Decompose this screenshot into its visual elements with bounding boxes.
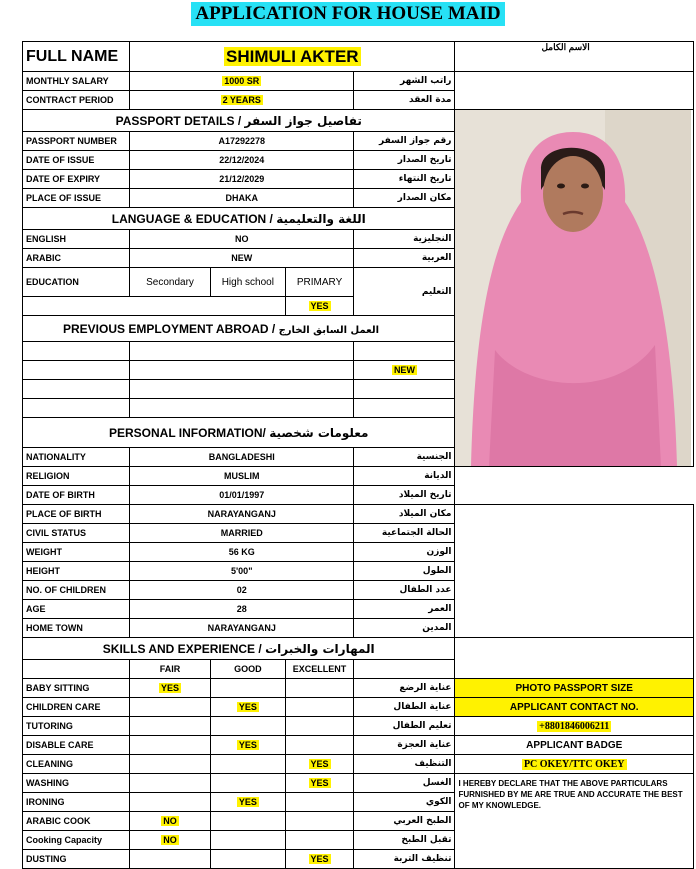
contact-value: [455, 717, 694, 736]
field-label: PLACE OF ISSUE: [23, 189, 130, 208]
skill-excellent: [285, 698, 354, 717]
field-label: DATE OF ISSUE: [23, 151, 130, 170]
prev-blank: [130, 361, 354, 380]
field-label: HOME TOWN: [23, 619, 130, 638]
field-label: CIVIL STATUS: [23, 524, 130, 543]
skill-arabic: عناية العجزة: [354, 736, 455, 755]
field-label: PLACE OF BIRTH: [23, 505, 130, 524]
full-name-arabic: الاسم الكامل: [455, 42, 694, 72]
photo-size-label: PHOTO PASSPORT SIZE: [455, 679, 694, 698]
skill-arabic: الكوي: [354, 793, 455, 812]
field-label: HEIGHT: [23, 562, 130, 581]
blank-side: [455, 72, 694, 110]
education-label: EDUCATION: [23, 268, 130, 297]
skill-fair: [130, 679, 211, 698]
skill-arabic: الغسل: [354, 774, 455, 793]
field-arabic: الديانة: [354, 467, 455, 486]
skill-column-header: GOOD: [210, 660, 285, 679]
skills-blank: [354, 660, 455, 679]
field-value-text: 1000 SR: [224, 76, 260, 86]
field-arabic: تاريخ الميلاد: [354, 486, 455, 505]
previous-heading-en: PREVIOUS EMPLOYMENT ABROAD /: [63, 321, 276, 336]
prev-blank: [354, 399, 455, 418]
field-arabic: العربية: [354, 249, 455, 268]
skill-column-header: FAIR: [130, 660, 211, 679]
applicant-photo-frame: [455, 110, 691, 466]
previous-heading-ar: العمل السابق الخارج: [278, 324, 380, 336]
field-arabic: عدد الطفال: [354, 581, 455, 600]
skill-excellent: [285, 774, 354, 793]
field-label: NO. OF CHILDREN: [23, 581, 130, 600]
skill-excellent: [285, 736, 354, 755]
passport-heading-en: PASSPORT DETAILS /: [115, 113, 242, 128]
skill-good: [210, 679, 285, 698]
skill-fair: [130, 850, 211, 869]
prev-blank: [354, 380, 455, 399]
skill-excellent-text: YES: [310, 759, 329, 769]
skill-label: DISABLE CARE: [23, 736, 130, 755]
field-value: 56 KG: [130, 543, 354, 562]
field-label: MONTHLY SALARY: [23, 72, 130, 91]
education-selected: [285, 297, 354, 316]
prev-blank: [23, 342, 130, 361]
skill-fair-text: NO: [163, 816, 177, 826]
field-value: [130, 72, 354, 91]
skill-label: TUTORING: [23, 717, 130, 736]
skills-heading: [23, 638, 455, 660]
passport-heading: [23, 110, 455, 132]
prev-blank: [130, 399, 354, 418]
skill-good: [210, 774, 285, 793]
field-arabic: العمر: [354, 600, 455, 619]
skill-fair: [130, 717, 211, 736]
field-label: PASSPORT NUMBER: [23, 132, 130, 151]
field-value: MUSLIM: [130, 467, 354, 486]
field-value-text: 2 YEARS: [222, 95, 261, 105]
personal-heading-en: PERSONAL INFORMATION/: [109, 425, 266, 440]
badge-value-text: PC OKEY/TTC OKEY: [523, 758, 625, 770]
skill-excellent-text: YES: [310, 854, 329, 864]
skill-good: [210, 755, 285, 774]
skill-arabic: تقبل الطبخ: [354, 831, 455, 850]
previous-heading: [23, 316, 455, 342]
skill-label: CLEANING: [23, 755, 130, 774]
field-value: BANGLADESHI: [130, 448, 354, 467]
skill-good-text: YES: [238, 797, 257, 807]
badge-label: APPLICANT BADGE: [455, 736, 694, 755]
skill-arabic: عناية الطفال: [354, 698, 455, 717]
prev-blank: [23, 380, 130, 399]
prev-blank: [23, 361, 130, 380]
skill-good: [210, 793, 285, 812]
header: [0, 0, 696, 30]
skill-excellent: [285, 755, 354, 774]
field-value: 5'00": [130, 562, 354, 581]
applicant-photo: [455, 110, 694, 467]
page-title: APPLICATION FOR HOUSE MAID: [191, 2, 504, 26]
skill-good: [210, 717, 285, 736]
field-value: DHAKA: [130, 189, 354, 208]
skill-excellent: [285, 793, 354, 812]
skill-fair: [130, 736, 211, 755]
field-arabic: النجليزية: [354, 230, 455, 249]
field-arabic: المدين: [354, 619, 455, 638]
field-value: 21/12/2029: [130, 170, 354, 189]
field-value: 02: [130, 581, 354, 600]
field-label: ENGLISH: [23, 230, 130, 249]
field-arabic: تاريخ الصدار: [354, 151, 455, 170]
skill-label: WASHING: [23, 774, 130, 793]
previous-new-text: NEW: [393, 365, 415, 375]
badge-value: [455, 755, 694, 774]
skill-label: CHILDREN CARE: [23, 698, 130, 717]
skill-excellent: [285, 831, 354, 850]
skill-arabic: تنظيف التربة: [354, 850, 455, 869]
previous-new: [354, 361, 455, 380]
photo-illustration: [455, 110, 691, 466]
skill-good: [210, 812, 285, 831]
skill-arabic: الطبخ العربي: [354, 812, 455, 831]
passport-heading-ar: تفاصيل جواز السفر: [244, 113, 362, 128]
skill-good-text: YES: [238, 740, 257, 750]
skill-label: IRONING: [23, 793, 130, 812]
blank-side: [455, 505, 694, 638]
skills-heading-ar: المهارات والخبرات: [265, 641, 375, 656]
language-heading-en: LANGUAGE & EDUCATION /: [111, 211, 273, 226]
skill-fair-text: NO: [163, 835, 177, 845]
skills-blank: [23, 660, 130, 679]
field-arabic: الجنسية: [354, 448, 455, 467]
edu-blank: [23, 297, 286, 316]
education-option: Secondary: [130, 268, 211, 297]
skill-label: Cooking Capacity: [23, 831, 130, 850]
blank-side: [455, 638, 694, 679]
field-label: DATE OF EXPIRY: [23, 170, 130, 189]
field-arabic: مدة العقد: [354, 91, 455, 110]
language-heading-ar: اللغة والتعليمية: [276, 211, 366, 226]
field-label: AGE: [23, 600, 130, 619]
education-arabic: التعليم: [354, 268, 455, 316]
field-arabic: الطول: [354, 562, 455, 581]
prev-blank: [130, 380, 354, 399]
skill-arabic: التنظيف: [354, 755, 455, 774]
skill-fair: [130, 812, 211, 831]
personal-heading: [23, 418, 455, 448]
skill-fair: [130, 831, 211, 850]
skill-excellent: [285, 850, 354, 869]
field-label: ARABIC: [23, 249, 130, 268]
skill-good: [210, 850, 285, 869]
field-value: MARRIED: [130, 524, 354, 543]
full-name-value: SHIMULI AKTER: [130, 42, 455, 72]
field-arabic: الوزن: [354, 543, 455, 562]
field-arabic: الحالة الجتماعية: [354, 524, 455, 543]
personal-heading-ar: معلومات شخصية: [269, 425, 369, 440]
contact-label: APPLICANT CONTACT NO.: [455, 698, 694, 717]
field-value: 01/01/1997: [130, 486, 354, 505]
field-arabic: مكان الصدار: [354, 189, 455, 208]
field-arabic: راتب الشهر: [354, 72, 455, 91]
skill-label: DUSTING: [23, 850, 130, 869]
field-value: 22/12/2024: [130, 151, 354, 170]
field-arabic: تاريخ النتهاء: [354, 170, 455, 189]
education-option: PRIMARY: [285, 268, 354, 297]
field-value: NO: [130, 230, 354, 249]
field-value: NARAYANGANJ: [130, 619, 354, 638]
skill-excellent: [285, 717, 354, 736]
field-label: WEIGHT: [23, 543, 130, 562]
contact-value-text: +8801846006211: [539, 720, 610, 732]
field-label: CONTRACT PERIOD: [23, 91, 130, 110]
skill-excellent-text: YES: [310, 778, 329, 788]
full-name-label: FULL NAME: [23, 42, 130, 72]
prev-blank: [130, 342, 354, 361]
field-value: NEW: [130, 249, 354, 268]
field-label: DATE OF BIRTH: [23, 486, 130, 505]
skill-excellent: [285, 679, 354, 698]
field-arabic: مكان الميلاد: [354, 505, 455, 524]
skill-arabic: تعليم الطفال: [354, 717, 455, 736]
field-value: A17292278: [130, 132, 354, 151]
skill-excellent: [285, 812, 354, 831]
skill-column-header: EXCELLENT: [285, 660, 354, 679]
skill-arabic: عناية الرضع: [354, 679, 455, 698]
education-option: High school: [210, 268, 285, 297]
language-heading: [23, 208, 455, 230]
field-value: 28: [130, 600, 354, 619]
prev-blank: [23, 399, 130, 418]
field-label: RELIGION: [23, 467, 130, 486]
education-selected-text: YES: [310, 301, 329, 311]
field-arabic: رقم جواز السفر: [354, 132, 455, 151]
skill-good: [210, 698, 285, 717]
skill-good-text: YES: [238, 702, 257, 712]
skill-fair-text: YES: [161, 683, 180, 693]
skill-fair: [130, 755, 211, 774]
skill-label: BABY SITTING: [23, 679, 130, 698]
prev-blank: [354, 342, 455, 361]
field-label: NATIONALITY: [23, 448, 130, 467]
skill-label: ARABIC COOK: [23, 812, 130, 831]
skills-heading-en: SKILLS AND EXPERIENCE /: [102, 641, 262, 656]
skill-fair: [130, 793, 211, 812]
skill-fair: [130, 774, 211, 793]
field-value: [130, 91, 354, 110]
field-value: NARAYANGANJ: [130, 505, 354, 524]
skill-fair: [130, 698, 211, 717]
skill-good: [210, 736, 285, 755]
skill-good: [210, 831, 285, 850]
application-form: [22, 41, 694, 869]
declaration-text: I HEREBY DECLARE THAT THE ABOVE PARTICULARS FURNISHED BY ME ARE TRUE AND ACCURATE THE BEST OF MY KNOWLEDGE.: [455, 774, 694, 869]
